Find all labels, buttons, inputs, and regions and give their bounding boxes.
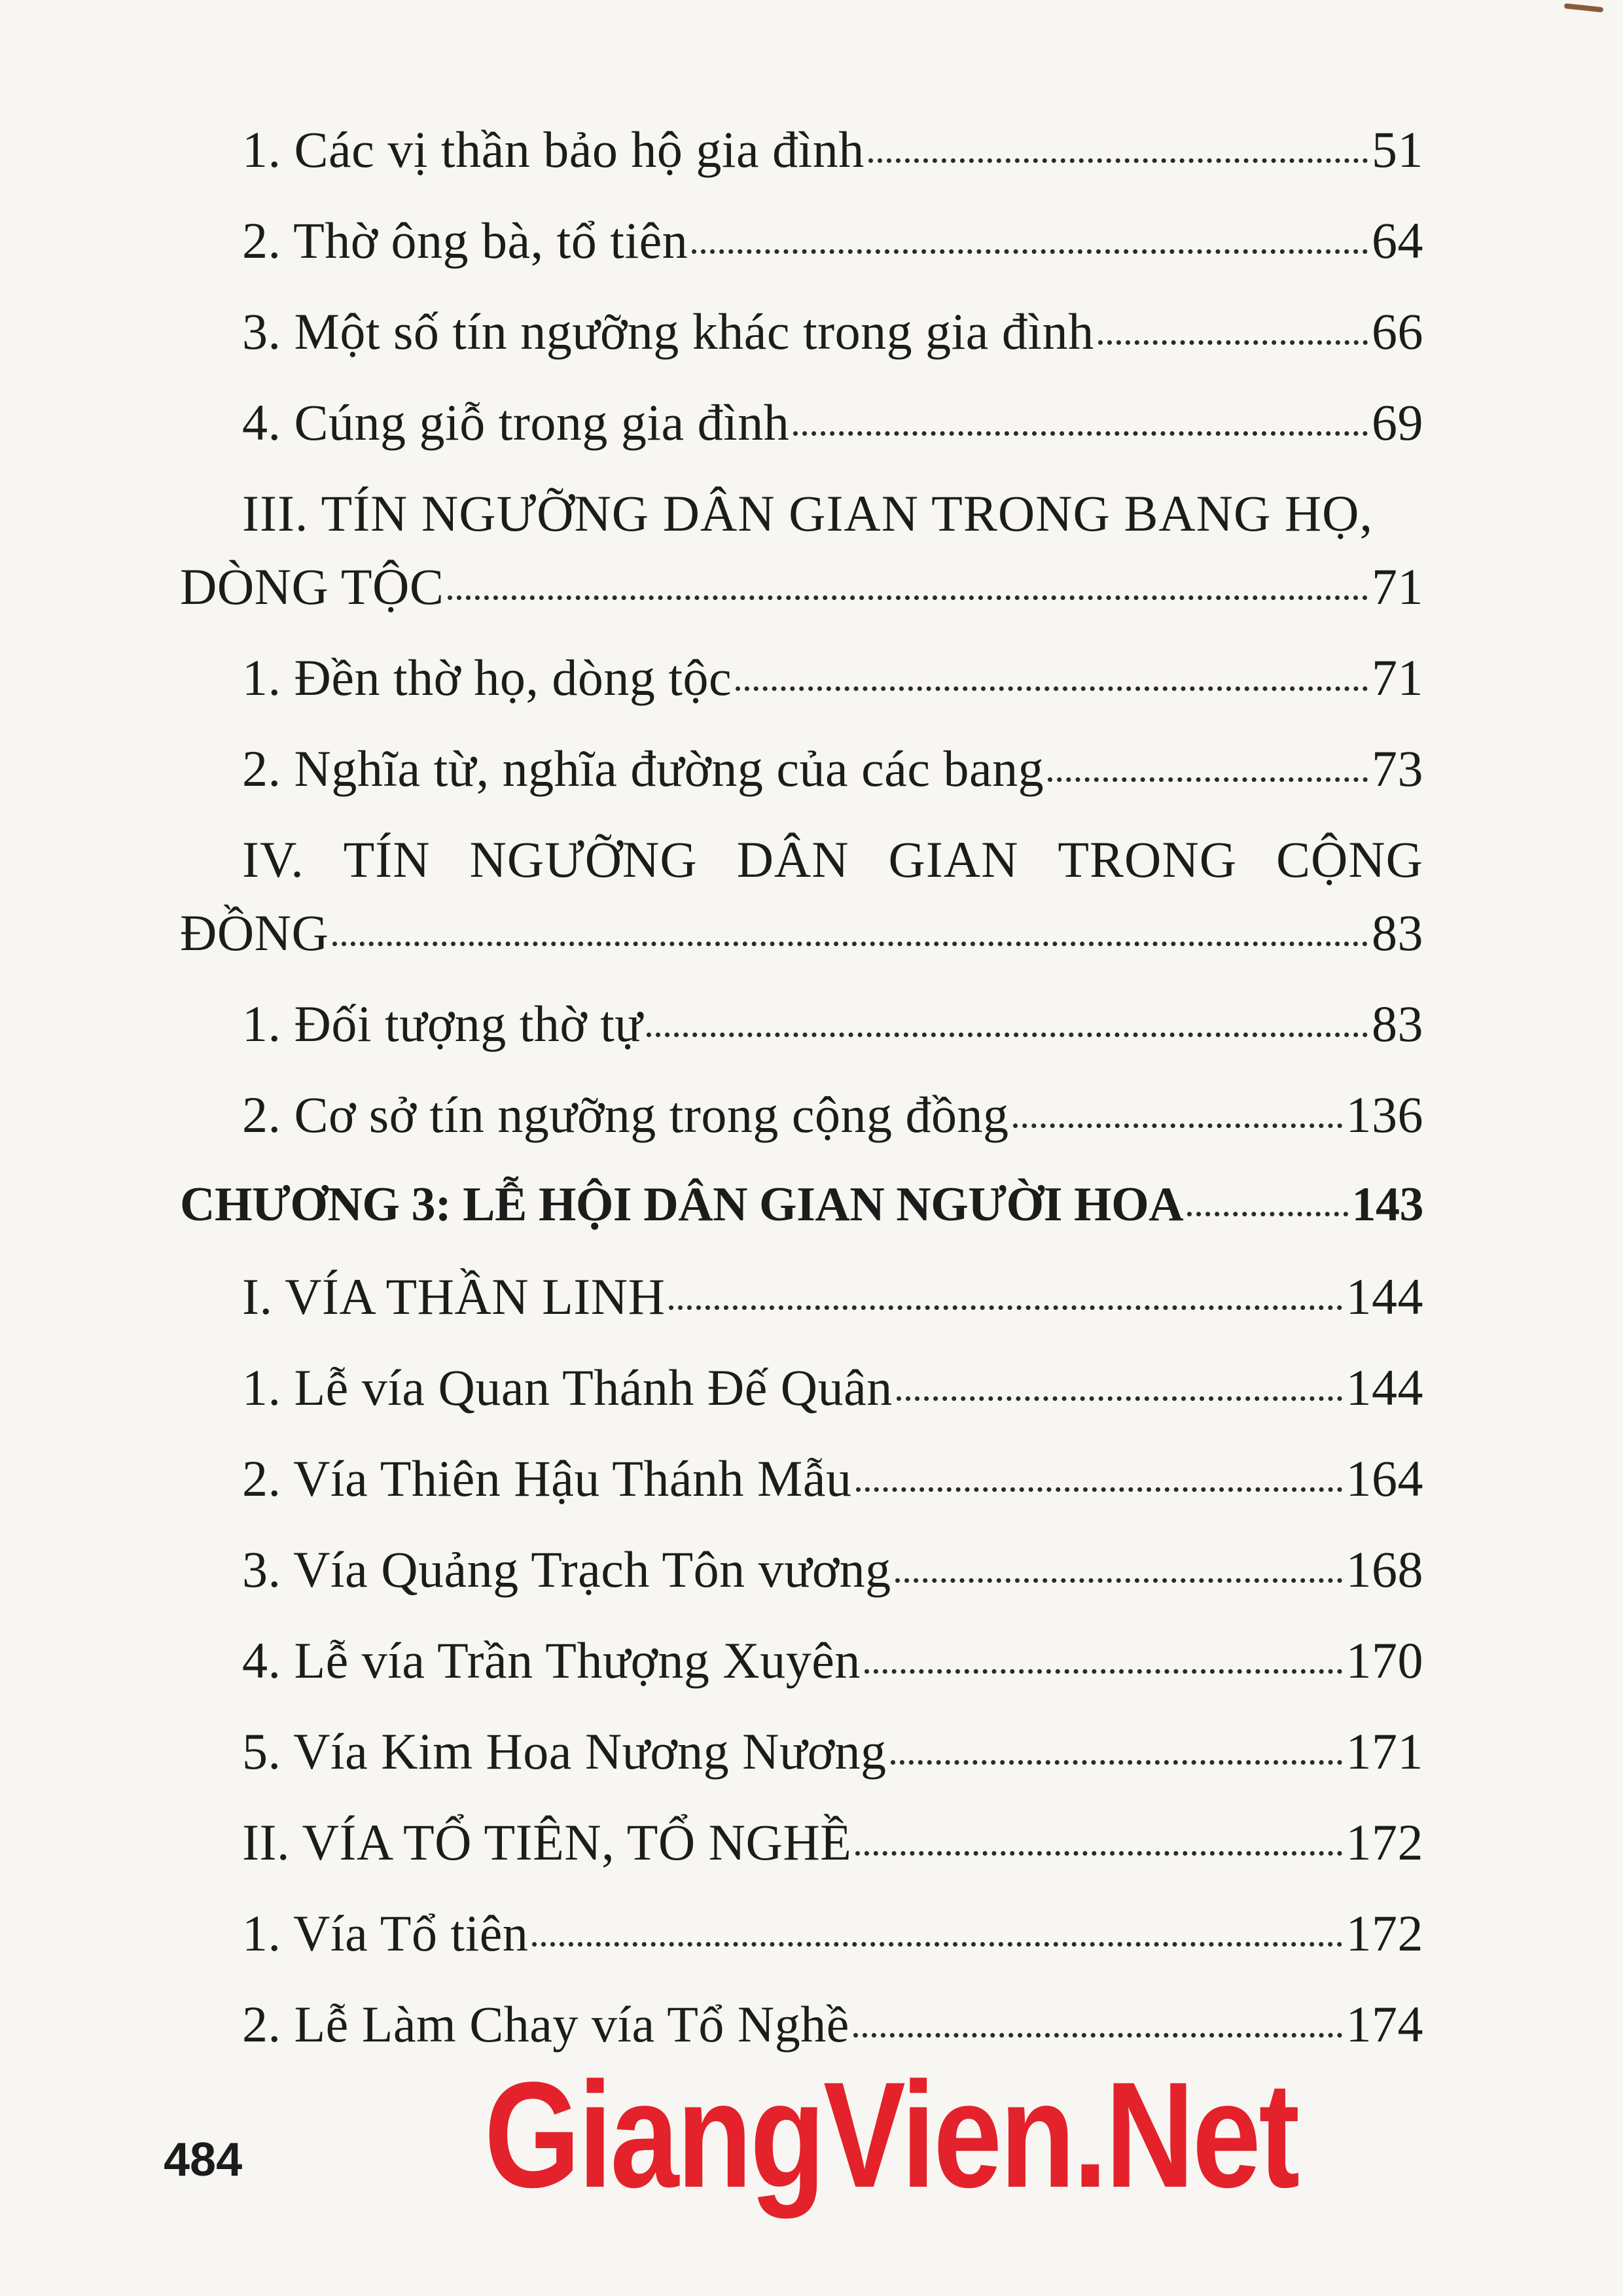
toc-entry-page: 164: [1346, 1450, 1423, 1507]
toc-entry-page: 66: [1372, 303, 1423, 360]
toc-entry-title: II. VÍA TỔ TIÊN, TỔ NGHỀ: [242, 1814, 852, 1871]
toc-entry[interactable]: [180, 740, 1423, 834]
toc-section-entry[interactable]: [180, 1268, 1423, 1362]
toc-entry[interactable]: [180, 1905, 1423, 1999]
toc-entry-title: 2. Cơ sở tín ngưỡng trong cộng đồng: [242, 1086, 1009, 1143]
toc-entry-title: 2. Vía Thiên Hậu Thánh Mẫu: [242, 1450, 852, 1507]
toc-entry-title: 1. Vía Tổ tiên: [242, 1905, 529, 1962]
toc-entry-page: 174: [1346, 1996, 1423, 2053]
toc-entry-page: 172: [1346, 1905, 1423, 1962]
dot-leader: [1098, 340, 1368, 345]
toc-entry-page: 172: [1346, 1814, 1423, 1871]
watermark-logo: GiangVien.Net: [484, 2051, 1298, 2219]
heading-word: DÂN: [736, 831, 849, 888]
toc-entry-page: 71: [1372, 649, 1423, 706]
toc-entry[interactable]: [180, 212, 1423, 306]
page-corner-mark: [1564, 3, 1604, 12]
toc-entry-title: 3. Một số tín ngưỡng khác trong gia đình: [242, 303, 1094, 360]
toc-entry[interactable]: [180, 1632, 1423, 1726]
dot-leader: [793, 431, 1368, 436]
dot-leader: [1187, 1212, 1347, 1216]
dot-leader: [647, 1033, 1368, 1037]
toc-section-continuation[interactable]: [180, 904, 1423, 998]
toc-entry-page: 170: [1346, 1632, 1423, 1689]
heading-word: NGƯỠNG: [469, 831, 698, 888]
toc-section-heading[interactable]: [180, 831, 1423, 908]
page-number: 484: [164, 2134, 243, 2186]
dot-leader: [868, 158, 1368, 163]
toc-entry-title: 3. Vía Quảng Trạch Tôn vương: [242, 1541, 891, 1598]
dot-leader: [448, 595, 1368, 600]
toc-entry-page: 144: [1346, 1268, 1423, 1325]
toc-entry-page: 171: [1346, 1723, 1423, 1780]
dot-leader: [1013, 1123, 1342, 1128]
dot-leader: [897, 1396, 1342, 1401]
toc-entry[interactable]: [180, 1359, 1423, 1453]
toc-chapter-title: CHƯƠNG 3: LỄ HỘI DÂN GIAN NGƯỜI HOA: [180, 1178, 1184, 1231]
dot-leader: [736, 686, 1368, 691]
toc-entry-title: 1. Đối tượng thờ tự: [242, 995, 643, 1052]
toc-entry[interactable]: [180, 995, 1423, 1089]
toc-entry-page: 73: [1372, 740, 1423, 797]
toc-entry[interactable]: [180, 1541, 1423, 1635]
toc-entry-title: 1. Lễ vía Quan Thánh Đế Quân: [242, 1359, 893, 1416]
dot-leader: [692, 249, 1368, 254]
toc-entry[interactable]: [180, 303, 1423, 397]
toc-entry-title: 1. Các vị thần bảo hộ gia đình: [242, 121, 865, 178]
dot-leader: [1048, 777, 1368, 782]
toc-entry-page: 64: [1372, 212, 1423, 269]
toc-entry-title: 2. Nghĩa từ, nghĩa đường của các bang: [242, 740, 1044, 797]
toc-entry-page: 83: [1372, 995, 1423, 1052]
dot-leader: [532, 1942, 1342, 1947]
table-of-contents: [180, 121, 1423, 2090]
dot-leader: [332, 942, 1368, 946]
toc-entry[interactable]: [180, 1723, 1423, 1817]
toc-entry-title: ĐỒNG: [180, 904, 329, 961]
toc-entry[interactable]: [180, 1086, 1423, 1180]
toc-entry[interactable]: [180, 1450, 1423, 1544]
dot-leader: [865, 1669, 1342, 1674]
heading-word: CỘNG: [1275, 831, 1423, 888]
heading-word: GIAN: [888, 831, 1019, 888]
toc-entry[interactable]: [180, 121, 1423, 215]
toc-section-entry[interactable]: [180, 1814, 1423, 1908]
toc-entry-title: 2. Lễ Làm Chay vía Tổ Nghề: [242, 1996, 849, 2053]
toc-entry-title: 5. Vía Kim Hoa Nương Nương: [242, 1723, 887, 1780]
toc-entry-page: 71: [1372, 558, 1423, 615]
toc-section-continuation[interactable]: [180, 558, 1423, 652]
toc-entry-page: 136: [1346, 1086, 1423, 1143]
toc-chapter-heading[interactable]: [180, 1180, 1423, 1271]
dot-leader: [891, 1760, 1342, 1765]
toc-entry-title: DÒNG TỘC: [180, 558, 444, 615]
toc-entry-title: I. VÍA THẦN LINH: [242, 1268, 666, 1325]
toc-entry-page: 144: [1346, 1359, 1423, 1416]
toc-entry-title: 4. Cúng giỗ trong gia đình: [242, 394, 790, 451]
toc-section-heading[interactable]: III. TÍN NGƯỠNG DÂN GIAN TRONG BANG HỌ,: [242, 485, 1373, 542]
heading-word: IV.: [242, 831, 304, 888]
toc-entry-page: 168: [1346, 1541, 1423, 1598]
toc-entry-title: 1. Đền thờ họ, dòng tộc: [242, 649, 732, 706]
dot-leader: [895, 1578, 1342, 1583]
dot-leader: [855, 1851, 1342, 1856]
toc-entry-page: 69: [1372, 394, 1423, 451]
toc-entry-page: 83: [1372, 904, 1423, 961]
toc-entry[interactable]: [180, 394, 1423, 488]
toc-entry-title: 2. Thờ ông bà, tổ tiên: [242, 212, 688, 269]
toc-entry-page: 51: [1372, 121, 1423, 178]
toc-entry[interactable]: [180, 649, 1423, 743]
dot-leader: [669, 1305, 1342, 1310]
heading-word: TÍN: [343, 831, 431, 888]
toc-entry-title: 4. Lễ vía Trần Thượng Xuyên: [242, 1632, 861, 1689]
heading-word: TRONG: [1058, 831, 1238, 888]
dot-leader: [856, 1487, 1342, 1492]
dot-leader: [853, 2033, 1342, 2038]
toc-entry-page: 143: [1351, 1178, 1423, 1231]
